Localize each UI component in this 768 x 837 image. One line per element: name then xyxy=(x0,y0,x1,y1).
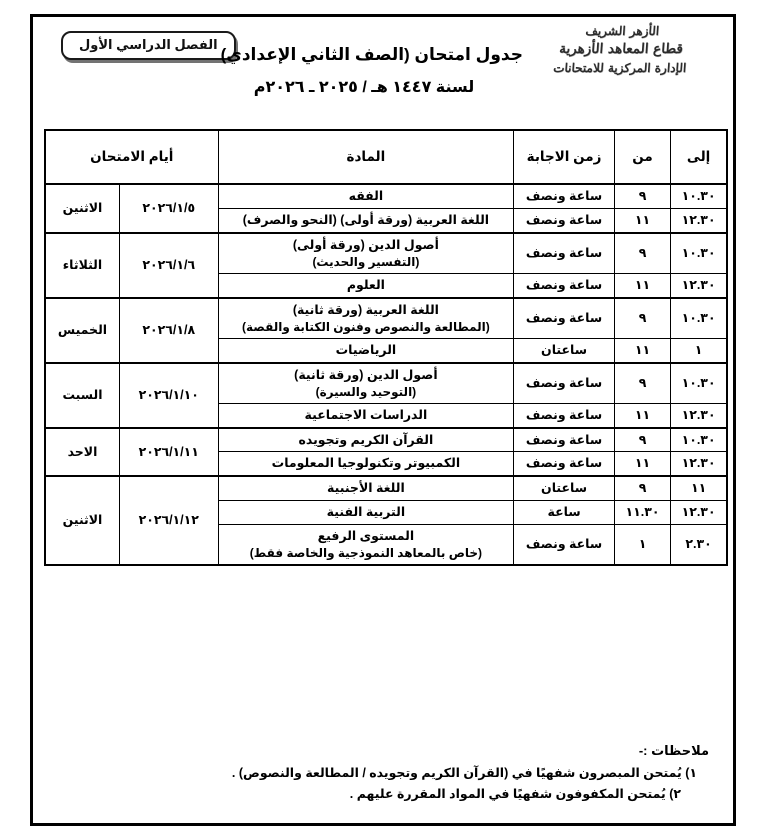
cell-duration: ساعة ونصف xyxy=(514,403,615,427)
cell-subject xyxy=(218,428,514,452)
subject-name: الفقه xyxy=(348,189,384,203)
cell-end-time: ١١ xyxy=(671,476,727,500)
cell-end-time: ٢.٣٠ xyxy=(671,525,727,566)
cell-start-time: ٩ xyxy=(614,428,670,452)
cell-exam-date: ٢٠٢٦/١/٦ xyxy=(119,233,218,298)
cell-subject xyxy=(218,273,514,297)
cell-start-time: ١١ xyxy=(614,208,670,232)
cell-exam-day: الاحد xyxy=(45,428,119,477)
cell-duration: ساعة ونصف xyxy=(514,525,615,566)
table-head xyxy=(45,130,727,184)
subject-detail: (خاص بالمعاهد النموذجية والخاصة فقط) xyxy=(249,545,483,560)
subject-name: اللغة الأجنبية xyxy=(327,481,405,496)
table-row xyxy=(45,428,727,452)
table-row xyxy=(45,363,727,404)
cell-end-time: ١٠.٣٠ xyxy=(671,298,727,339)
cell-start-time: ٩ xyxy=(614,298,670,339)
exam-schedule-table xyxy=(44,129,728,566)
column-header-duration: زمن الاجابة xyxy=(514,130,615,184)
cell-subject xyxy=(218,525,514,566)
academic-year-line: لسنة ١٤٤٧ هـ / ٢٠٢٥ ـ ٢٠٢٦م xyxy=(253,79,475,96)
cell-start-time: ١١ xyxy=(614,338,670,362)
cell-duration: ساعة ونصف xyxy=(514,208,615,232)
cell-exam-day: الاثنين xyxy=(45,184,119,233)
cell-end-time: ١٢.٣٠ xyxy=(671,501,727,525)
title-block xyxy=(220,27,523,97)
cell-exam-day: الثلاثاء xyxy=(45,233,119,298)
schedule-table-wrapper xyxy=(44,129,728,566)
cell-start-time: ٩ xyxy=(614,233,670,274)
cell-end-time: ١٠.٣٠ xyxy=(671,233,727,274)
cell-end-time: ١٠.٣٠ xyxy=(671,184,727,208)
cell-subject xyxy=(218,184,514,208)
subject-name: أصول الدين (ورقة ثانية) xyxy=(294,367,438,382)
column-header-exam-days: أيام الامتحان xyxy=(45,130,218,184)
letterhead-line-2: قطاع المعاهد الأزهرية xyxy=(558,41,684,58)
subject-name: اللغة العربية (ورقة أولى) (النحو والصرف) xyxy=(242,212,490,227)
subject-name: أصول الدين (ورقة أولى) xyxy=(292,237,439,252)
subject-name: المستوى الرفيع xyxy=(317,529,415,544)
cell-exam-day: الخميس xyxy=(45,298,119,363)
letterhead-calligraphy xyxy=(521,23,721,77)
notes-section xyxy=(47,743,719,806)
subject-name: الدراسات الاجتماعية xyxy=(304,407,428,422)
subject-name: القرآن الكريم وتجويده xyxy=(298,432,434,447)
cell-exam-day: السبت xyxy=(45,363,119,428)
cell-duration: ساعة ونصف xyxy=(514,428,615,452)
cell-end-time: ١٠.٣٠ xyxy=(671,428,727,452)
cell-start-time: ١ xyxy=(614,525,670,566)
cell-exam-date: ٢٠٢٦/١/٨ xyxy=(119,298,218,363)
cell-start-time: ٩ xyxy=(614,184,670,208)
cell-start-time: ٩ xyxy=(614,363,670,404)
subject-detail: (التفسير والحديث) xyxy=(312,254,420,269)
cell-start-time: ٩ xyxy=(614,476,670,500)
cell-subject xyxy=(218,403,514,427)
cell-subject xyxy=(218,452,514,476)
note-item-2: ٢) يُمتحن المكفوفون شفهيًا في المواد المقررة عليهم . xyxy=(349,787,681,802)
cell-subject xyxy=(218,501,514,525)
cell-duration: ساعة ونصف xyxy=(514,452,615,476)
cell-start-time: ١١ xyxy=(614,403,670,427)
page-title: جدول امتحان (الصف الثاني الإعدادي) xyxy=(220,45,523,64)
note-item-1: ١) يُمتحن المبصرون شفهيًا في (القرآن الكريم وتجويده / المطالعة والنصوص) . xyxy=(231,766,697,780)
cell-end-time: ١٢.٣٠ xyxy=(671,208,727,232)
subject-detail: (التوحيد والسيرة) xyxy=(315,384,417,399)
cell-subject xyxy=(218,363,514,404)
column-header-to: إلى xyxy=(671,130,727,184)
cell-subject xyxy=(218,476,514,500)
header-row xyxy=(45,130,727,184)
letterhead-line-1: الأزهر الشريف xyxy=(585,24,660,38)
cell-subject xyxy=(218,233,514,274)
cell-duration: ساعة ونصف xyxy=(514,298,615,339)
subject-name: اللغة العربية (ورقة ثانية) xyxy=(292,302,439,317)
cell-duration: ساعة ونصف xyxy=(514,184,615,208)
cell-start-time: ١١ xyxy=(614,452,670,476)
table-row xyxy=(45,184,727,208)
cell-end-time: ١٢.٣٠ xyxy=(671,273,727,297)
cell-subject xyxy=(218,298,514,339)
cell-end-time: ١٢.٣٠ xyxy=(671,403,727,427)
cell-start-time: ١١ xyxy=(614,273,670,297)
cell-exam-day: الاثنين xyxy=(45,476,119,565)
cell-duration: ساعتان xyxy=(514,338,615,362)
cell-duration: ساعة ونصف xyxy=(514,363,615,404)
cell-exam-date: ٢٠٢٦/١/١٢ xyxy=(119,476,218,565)
subject-name: العلوم xyxy=(346,277,385,292)
table-row xyxy=(45,233,727,274)
table-body xyxy=(45,184,727,565)
table-row xyxy=(45,476,727,500)
subject-name: الكمبيوتر وتكنولوجيا المعلومات xyxy=(271,456,461,471)
column-header-from: من xyxy=(614,130,670,184)
cell-duration: ساعة ونصف xyxy=(514,233,615,274)
term-badge: الفصل الدراسي الأول xyxy=(61,31,236,60)
cell-start-time: ١١.٣٠ xyxy=(614,501,670,525)
cell-exam-date: ٢٠٢٦/١/٥ xyxy=(119,184,218,233)
cell-end-time: ١٠.٣٠ xyxy=(671,363,727,404)
subject-name: الرياضيات xyxy=(335,342,397,357)
notes-title: ملاحظات :- xyxy=(638,743,709,758)
cell-duration: ساعة xyxy=(514,501,615,525)
exam-schedule-page xyxy=(30,14,736,826)
table-row xyxy=(45,298,727,339)
cell-subject xyxy=(218,338,514,362)
letterhead-line-3: الإدارة المركزية للامتحانات xyxy=(552,60,687,75)
cell-end-time: ١٢.٣٠ xyxy=(671,452,727,476)
cell-duration: ساعة ونصف xyxy=(514,273,615,297)
document-header xyxy=(33,17,733,117)
cell-exam-date: ٢٠٢٦/١/١١ xyxy=(119,428,218,477)
column-header-subject: المادة xyxy=(218,130,514,184)
cell-duration: ساعتان xyxy=(514,476,615,500)
cell-subject xyxy=(218,208,514,232)
subject-name: التربية الفنية xyxy=(326,505,406,520)
cell-end-time: ١ xyxy=(671,338,727,362)
subject-detail: (المطالعة والنصوص وفنون الكتابة والقصة) xyxy=(242,319,490,334)
cell-exam-date: ٢٠٢٦/١/١٠ xyxy=(119,363,218,428)
